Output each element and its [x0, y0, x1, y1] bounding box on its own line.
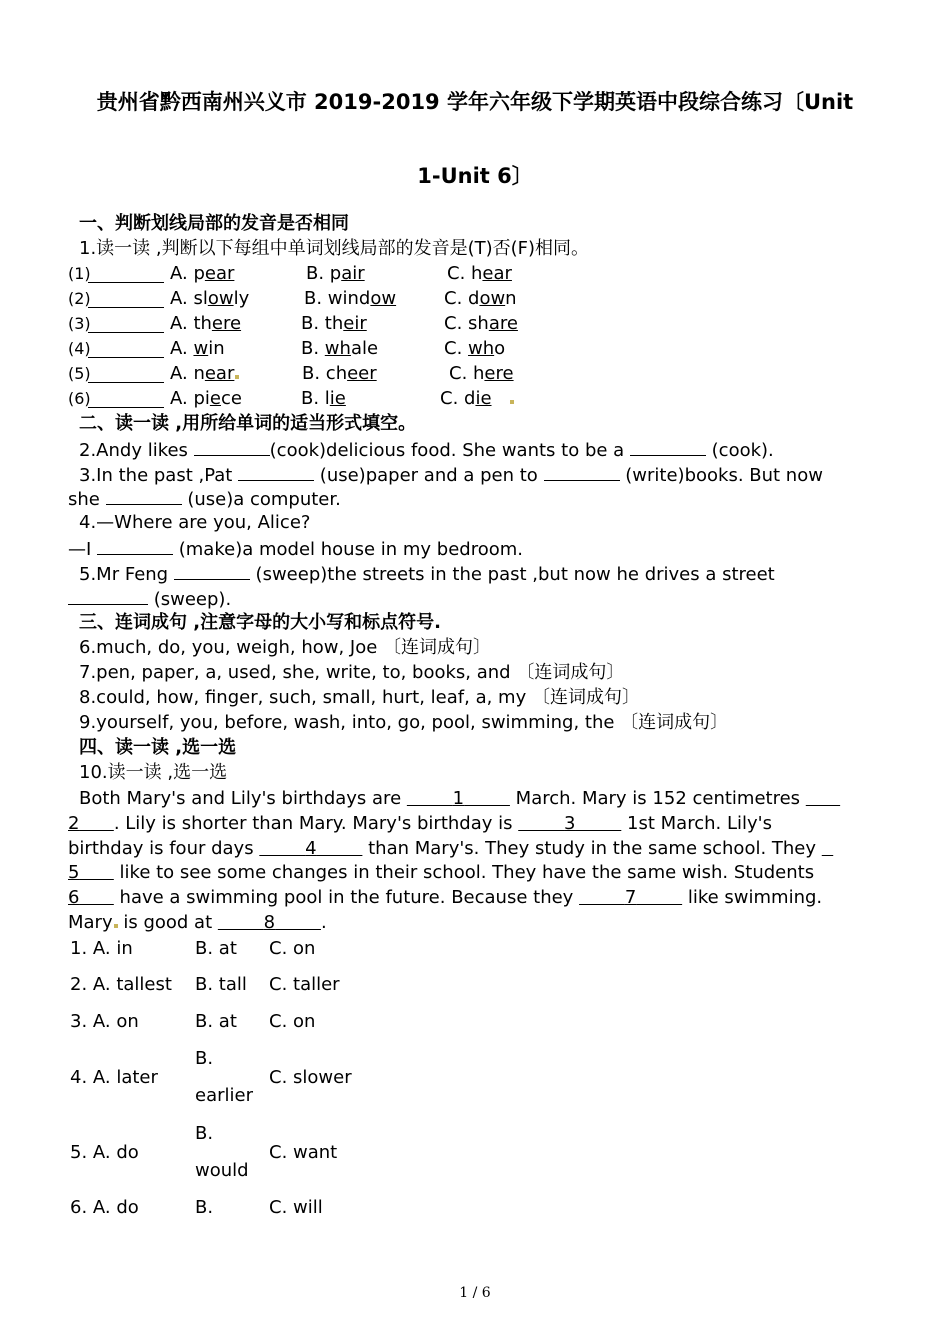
q3-text-2: (use)paper and a pen to	[314, 465, 544, 486]
question-2	[68, 437, 774, 463]
word-part: A.	[170, 338, 194, 359]
blank-number: 8	[263, 912, 276, 933]
underlined-part: ie	[475, 388, 492, 409]
item-number: (1)	[68, 264, 91, 283]
passage-text: is good at	[117, 912, 218, 933]
word-part: in	[208, 338, 225, 359]
word-part: B.	[301, 338, 325, 359]
option-a[interactable]: 3. A. on	[70, 1011, 139, 1032]
option-c[interactable]: C. want	[269, 1142, 338, 1163]
q3-blank-2[interactable]	[544, 462, 620, 481]
option-b	[301, 312, 367, 336]
underlined-part: e	[209, 388, 221, 409]
word-part: B. l	[301, 388, 330, 409]
option-a[interactable]: 2. A. tallest	[70, 974, 172, 995]
question-8: 8.could, how, finger, such, small, hurt, leaf, a, my 〔连词成句〕	[79, 687, 640, 708]
option-c	[440, 387, 514, 411]
underlined-part: eer	[347, 363, 377, 384]
q3-text-3: (write)books. But now	[619, 465, 823, 486]
underlined-part: wh	[468, 338, 495, 359]
passage-text: Both Mary's and Lily's birthdays are	[79, 788, 407, 809]
passage-blank-8[interactable]	[218, 912, 321, 933]
passage-line-2	[68, 812, 772, 836]
q5-text-1: 5.Mr Feng	[79, 564, 174, 585]
document-title-line1: 贵州省黔西南州兴义市 2019-2019 学年六年级下学期英语中段综合练习〔Unit	[96, 90, 854, 114]
option-a	[170, 312, 241, 336]
question-7: 7.pen, paper, a, used, she, write, to, books, and 〔连词成句〕	[79, 662, 625, 683]
q2-text-2: (cook)delicious food. She wants to be a	[269, 440, 630, 461]
option-b-label[interactable]: B.	[195, 1048, 214, 1069]
passage-blank-5[interactable]	[68, 862, 114, 883]
option-b-text[interactable]: would	[195, 1160, 249, 1181]
word-part: B. ch	[302, 363, 348, 384]
word-part: B. th	[301, 313, 344, 334]
option-c	[444, 337, 505, 361]
option-c[interactable]: C. slower	[269, 1067, 352, 1088]
passage-blank-4[interactable]	[259, 838, 362, 859]
question-9: 9.yourself, you, before, wash, into, go, pool, swimming, the 〔连词成句〕	[79, 712, 729, 733]
underlined-part: ow	[207, 288, 234, 309]
option-a	[170, 362, 239, 386]
q4-text-2: —I	[68, 539, 98, 560]
word-part: A. p	[170, 263, 205, 284]
option-b	[302, 362, 377, 386]
underlined-part: ow	[479, 288, 506, 309]
blank-number: 1	[452, 788, 465, 809]
underlined-part: ie	[329, 388, 346, 409]
passage-text: birthday is four days	[68, 838, 260, 859]
word-part: C. d	[440, 388, 476, 409]
passage-text: 1st March. Lily's	[621, 813, 772, 834]
section2-heading: 二、读一读 ,用所给单词的适当形式填空。	[79, 413, 417, 434]
option-b-label[interactable]: B.	[195, 1123, 214, 1144]
passage-line-4	[68, 861, 814, 885]
question-3	[68, 462, 823, 488]
passage-blank-2[interactable]	[68, 813, 114, 834]
section1-heading: 一、判断划线局部的发音是否相同	[79, 213, 349, 234]
underlined-part: air	[341, 263, 365, 284]
passage-text: Mary	[68, 912, 113, 933]
option-a[interactable]: 4. A. later	[70, 1067, 158, 1088]
word-part: o	[494, 338, 506, 359]
section3-heading: 三、连词成句 ,注意字母的大小写和标点符号.	[79, 612, 441, 633]
word-part: A. pi	[170, 388, 210, 409]
option-a[interactable]: 5. A. do	[70, 1142, 139, 1163]
question-5-cont	[68, 586, 231, 612]
answer-blank[interactable]	[88, 339, 164, 358]
q5-text-3: in the past ,but now he drives a street	[430, 564, 775, 585]
option-a	[170, 387, 242, 411]
passage-blank-5-start	[822, 838, 833, 859]
option-b	[306, 262, 365, 286]
option-c[interactable]: C. will	[269, 1197, 323, 1218]
passage-blank-7[interactable]	[579, 887, 682, 908]
passage-text: have a swimming pool in the future. Because they	[113, 887, 580, 908]
q4-blank-1[interactable]	[97, 536, 173, 555]
item-number: (2)	[68, 289, 91, 308]
word-part: C.	[444, 338, 469, 359]
question-5	[68, 561, 775, 587]
option-a	[170, 337, 225, 361]
underlined-part: are	[488, 313, 518, 334]
blank-number: 3	[564, 813, 576, 834]
passage-line-3	[68, 837, 833, 861]
option-a[interactable]: 6. A. do	[70, 1197, 139, 1218]
q2-blank-1[interactable]	[194, 437, 270, 456]
blank-number: 5	[68, 862, 80, 883]
q3-text-5: (use)a computer.	[181, 489, 341, 510]
option-c	[447, 262, 512, 286]
option-c	[444, 312, 518, 336]
option-b	[301, 387, 346, 411]
word-part: C. sh	[444, 313, 489, 334]
word-part: A. sl	[170, 288, 208, 309]
answer-blank[interactable]	[88, 289, 164, 308]
question-4: 4.—Where are you, Alice?	[79, 512, 311, 533]
passage-text: March. Mary is 152 centimetres	[509, 788, 806, 809]
word-part: B. p	[306, 263, 342, 284]
q3-blank-1[interactable]	[238, 462, 314, 481]
option-c[interactable]: C. on	[269, 1011, 316, 1032]
q3-text-4: she	[68, 489, 106, 510]
underlined-part: ear	[482, 263, 512, 284]
option-b[interactable]: B. at	[195, 1011, 237, 1032]
q2-text-1: 2.Andy likes	[79, 440, 194, 461]
blank-number: 7	[624, 887, 637, 908]
answer-blank[interactable]	[88, 364, 164, 383]
word-part: C. d	[444, 288, 480, 309]
word-part: C. h	[449, 363, 485, 384]
option-b[interactable]: B. tall	[195, 974, 247, 995]
page-number: 1 / 6	[459, 1285, 491, 1301]
passage-text: .	[320, 912, 327, 933]
passage-text: like to see some changes in their school. They have the same wish. Students	[113, 862, 815, 883]
question-6: 6.much, do, you, weigh, how, Joe 〔连词成句〕	[79, 637, 492, 658]
q5-text-4: (sweep).	[148, 589, 232, 610]
document-title-line2: 1-Unit 6〕	[417, 164, 533, 188]
answer-blank[interactable]	[88, 314, 164, 333]
passage-blank-3[interactable]	[518, 813, 621, 834]
passage-blank-6[interactable]	[68, 887, 114, 908]
word-part: C. h	[447, 263, 483, 284]
blank-number: 2	[68, 813, 80, 834]
section1-instruction: 1.读一读 ,判断以下每组中单词划线局部的发音是(T)否(F)相同。	[79, 238, 590, 259]
passage-text: . Lily is shorter than Mary. Mary's birthday is	[113, 813, 519, 834]
underlined-part: ear	[204, 363, 235, 384]
option-c	[444, 287, 517, 311]
option-a[interactable]: 1. A. in	[70, 938, 133, 959]
word-part: ly	[233, 288, 250, 309]
stray-mark	[235, 375, 239, 379]
underlined-part: wh	[324, 338, 351, 359]
option-b-text[interactable]: earlier	[195, 1085, 253, 1106]
section4-instruction: 10.读一读 ,选一选	[79, 762, 228, 783]
q2-text-3: (cook).	[705, 440, 774, 461]
q5-blank-1[interactable]	[174, 561, 250, 580]
underlined-part: ear	[204, 263, 235, 284]
option-a	[170, 287, 249, 311]
word-part: A. n	[170, 363, 205, 384]
question-3-cont	[68, 486, 341, 512]
passage-line-5	[68, 886, 822, 910]
section4-heading: 四、读一读 ,选一选	[79, 737, 237, 758]
option-b[interactable]: B.	[195, 1197, 214, 1218]
option-b[interactable]: B. at	[195, 938, 237, 959]
item-number: (4)	[68, 339, 91, 358]
underlined-part: ere	[484, 363, 514, 384]
passage-line-1	[68, 787, 840, 811]
question-4-answer	[68, 536, 523, 562]
stray-mark	[510, 400, 514, 404]
blank-number: 6	[68, 887, 80, 908]
underlined-part: ow	[370, 288, 397, 309]
option-c	[449, 362, 514, 386]
option-c[interactable]: C. taller	[269, 974, 340, 995]
underlined-part: eir	[343, 313, 367, 334]
option-a	[170, 262, 234, 286]
q3-blank-3[interactable]	[106, 486, 182, 505]
item-number: (3)	[68, 314, 91, 333]
q3-text-1: 3.In the past ,Pat	[79, 465, 239, 486]
underlined-part: ere	[211, 313, 242, 334]
option-b	[304, 287, 396, 311]
word-part: B. wind	[304, 288, 371, 309]
underlined-part: w	[193, 338, 209, 359]
blank-number: 4	[305, 838, 317, 859]
q2-blank-2[interactable]	[630, 437, 706, 456]
answer-blank[interactable]	[88, 389, 164, 408]
word-part: ce	[220, 388, 242, 409]
passage-text: like swimming.	[682, 887, 823, 908]
passage-blank-1[interactable]	[407, 788, 510, 809]
q5-blank-2[interactable]	[68, 586, 148, 605]
option-c[interactable]: C. on	[269, 938, 316, 959]
item-number: (6)	[68, 389, 91, 408]
option-b	[301, 337, 378, 361]
passage-line-6	[68, 911, 327, 935]
item-number: (5)	[68, 364, 91, 383]
answer-blank[interactable]	[88, 264, 164, 283]
word-part: A. th	[170, 313, 212, 334]
word-part: n	[505, 288, 517, 309]
q4-text-3: (make)a model house in my bedroom.	[173, 539, 523, 560]
q5-text-2: (sweep)the streets	[249, 564, 431, 585]
word-part: ale	[350, 338, 379, 359]
passage-text: than Mary's. They study in the same school. They	[362, 838, 822, 859]
passage-blank-2-start	[806, 788, 840, 809]
